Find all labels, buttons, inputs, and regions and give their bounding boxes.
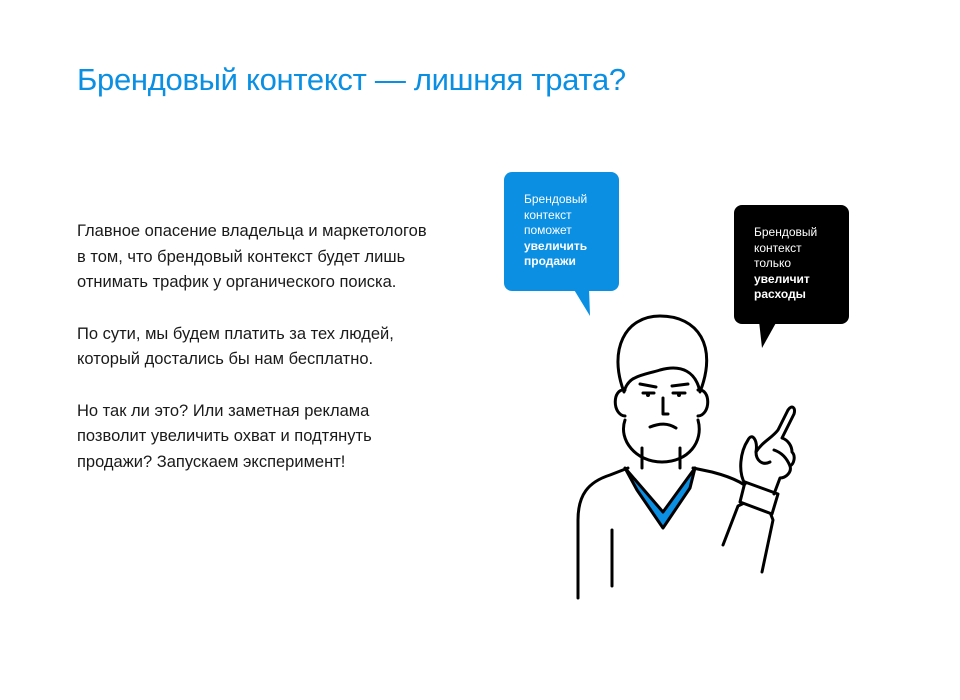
body-text: [77, 219, 437, 501]
bubble-line-bold: расходы: [754, 287, 806, 301]
bubble-line-bold: продажи: [524, 254, 576, 268]
paragraph-1: Главное опасение владельца и маркетологов в том, что брендовый контекст будет лишь отнимать трафик у органического поиска.: [77, 222, 427, 291]
doubtful-man-pointing-up-icon: [500, 280, 820, 600]
speech-bubble-sales: [504, 172, 619, 291]
paragraph-2: По сути, мы будем платить за тех людей, который достались бы нам бесплатно.: [77, 324, 394, 368]
page-title: Брендовый контекст — лишняя трата?: [77, 62, 626, 97]
paragraph-3: Но так ли это? Или заметная реклама позволит увеличить охват и подтянуть продажи? Запускаем эксперимент!: [77, 401, 372, 471]
bubble-line: только: [754, 256, 792, 270]
bubble-line-bold: увеличит: [754, 271, 810, 286]
bubble-line: поможет: [524, 223, 572, 237]
bubble-line: контекст: [524, 207, 572, 222]
bubble-line: Брендовый: [754, 225, 818, 239]
bubble-line: контекст: [754, 240, 802, 255]
bubble-line: Брендовый: [524, 192, 588, 206]
bubble-line-bold: увеличить: [524, 238, 588, 253]
